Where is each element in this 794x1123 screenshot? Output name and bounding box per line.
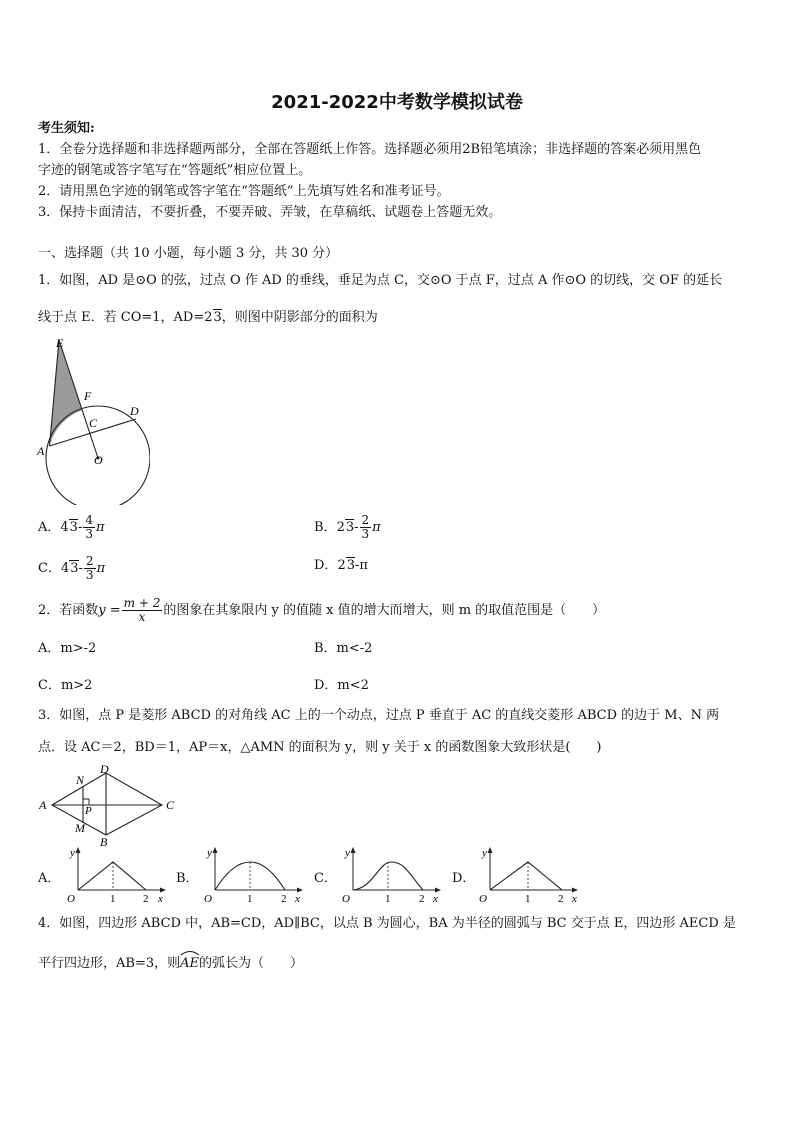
q3-label-P: P (85, 805, 92, 817)
q3-option-d-label[interactable]: D． (452, 871, 476, 886)
q2-prefix: 2．若函数 (38, 603, 99, 618)
q3-graph-b-tick-2: 2 (281, 893, 287, 904)
q1-option-a-label: A． (38, 520, 61, 535)
q1-line2-c: ，则图中阴影部分的面积为 (221, 310, 378, 325)
q1-option-a-frac (83, 514, 95, 541)
q3-graph-d-curve (490, 862, 562, 890)
q3-graph-a-x-label: x (158, 893, 163, 904)
q3-graph-c-y-label: y (345, 847, 350, 859)
q3-graph-a[interactable] (62, 844, 174, 904)
q3-graph-d-tick-1: 1 (525, 893, 531, 904)
q3-graph-a-curve (78, 862, 146, 890)
q3-graph-c-y-arrow (351, 847, 356, 853)
q3-rhombus (52, 773, 162, 835)
q3-label-N: N (76, 773, 85, 787)
q1-option-a-pi: π (96, 520, 105, 535)
notice-item-2: 2．请用黑色字迹的钢笔或答字笔在“答题纸”上先填写姓名和准考证号。 (38, 184, 450, 199)
q3-graph-c-tick-1: 1 (385, 893, 391, 904)
q4-line2-b: 的弧长为（ ） (199, 956, 304, 971)
q1-line1: 1．如图，AD 是⊙O 的弦，过点 O 作 AD 的垂线，垂足为点 C，交⊙O 于点 F，过点 A 作⊙O 的切线，交 OF 的延长 (38, 273, 723, 288)
q1-option-a-num: 4 (85, 513, 93, 527)
q1-label-C: C (89, 416, 98, 430)
q1-option-c-frac (84, 555, 96, 582)
q3-option-c-label[interactable]: C． (314, 871, 337, 886)
q3-graph-b-y-arrow (213, 847, 218, 853)
notice-heading: 考生须知: (38, 121, 95, 136)
q1-option-a-coef: 4 (60, 520, 69, 535)
q3-graph-a-tick-1: 1 (110, 893, 116, 904)
q3-label-A: A (39, 798, 47, 812)
q1-label-A: A (37, 444, 45, 458)
q1-option-c-label: C． (38, 561, 61, 576)
q3-graph-a-y-arrow (76, 847, 81, 853)
q1-line2 (38, 309, 378, 327)
q3-graph-c-tick-2: 2 (419, 893, 425, 904)
q2-suffix: 的图象在其象限内 y 的值随 x 值的增大而增大，则 m 的取值范围是（ ） (163, 603, 606, 618)
q2-option-b[interactable]: B．m<-2 (314, 641, 373, 656)
notice-item-1: 1．全卷分选择题和非选择题两部分，全部在答题纸上作答。选择题必须用2B铅笔填涂；非选择题的答案必须用黑色 (38, 142, 702, 157)
q1-circle-figure (34, 333, 150, 505)
section-heading: 一、选择题（共 10 小题，每小题 3 分，共 30 分） (38, 246, 339, 261)
notice-item-1-cont: 字迹的钢笔或答字笔写在“答题纸”相应位置上。 (38, 163, 312, 178)
q3-graph-d-y-label: y (482, 847, 487, 859)
q3-graph-d-x-label: x (572, 893, 577, 904)
q2-option-a[interactable]: A．m>-2 (38, 641, 97, 656)
q3-graph-b[interactable] (199, 844, 311, 904)
q2-option-c[interactable]: C．m>2 (38, 678, 93, 693)
q1-option-c-rad: 3 (70, 561, 79, 576)
q1-option-c-den: 3 (85, 568, 94, 582)
q4-line2 (38, 952, 303, 973)
q1-option-d-coef: 2 (337, 558, 346, 573)
q1-line2-a: 线于点 E．若 CO=1，AD=2 (38, 310, 213, 325)
q3-option-a-label[interactable]: A． (38, 871, 61, 886)
q4-arc-ae (180, 952, 199, 973)
q3-option-b-label[interactable]: B． (176, 871, 199, 886)
q3-graph-d[interactable] (474, 844, 586, 904)
page-title: 2021-2022中考数学模拟试卷 (271, 92, 523, 113)
q3-label-M: M (75, 821, 85, 835)
q1-option-b-minus: - (354, 520, 359, 535)
q1-label-F: F (84, 389, 92, 403)
q3-rhombus-figure (36, 762, 184, 848)
q3-graph-a-tick-2: 2 (143, 893, 149, 904)
notice-item-3: 3．保持卡面清洁，不要折叠，不要弄破、弄皱，在草稿纸、试题卷上答题无效。 (38, 205, 502, 220)
q1-option-a-minus: - (77, 520, 83, 535)
q1-option-b[interactable] (314, 514, 381, 541)
q2-den: x (138, 610, 146, 624)
q3-graph-b-x-arrow (297, 888, 303, 893)
q1-label-D: D (130, 404, 139, 418)
q1-option-c-num: 2 (85, 554, 94, 568)
q3-graph-c-x-arrow (435, 888, 441, 893)
q1-label-O: O (94, 453, 103, 467)
q1-option-c-minus: - (78, 561, 83, 576)
q3-graph-b-tick-1: 1 (247, 893, 253, 904)
q1-label-E: E (56, 336, 64, 350)
q4-line1: 4．如图，四边形 ABCD 中，AB=CD，AD∥BC，以点 B 为圆心，BA 为半径的圆弧与 BC 交于点 E，四边形 AECD 是 (38, 916, 736, 931)
q1-option-b-frac (360, 514, 372, 541)
q3-graph-a-origin: O (67, 893, 75, 904)
q3-graph-d-tick-2: 2 (558, 893, 564, 904)
q1-option-c-pi: π (96, 561, 106, 576)
q3-line2: 点．设 AC＝2，BD＝1，AP＝x，△AMN 的面积为 y，则 y 关于 x 的函数图象大致形状是( ) (38, 740, 602, 755)
q1-option-b-pi: π (372, 520, 381, 535)
q3-graph-d-x-arrow (572, 888, 578, 893)
q3-graph-d-y-arrow (488, 847, 493, 853)
q2-num: m + 2 (123, 596, 161, 610)
q3-label-D: D (100, 762, 109, 776)
q1-option-b-coef: 2 (336, 520, 345, 535)
q1-sqrt-3: 3 (213, 310, 222, 325)
q3-label-B: B (100, 835, 108, 848)
q3-graph-a-x-arrow (160, 888, 166, 893)
q2-option-d[interactable]: D．m<2 (314, 678, 369, 693)
q4-arc-symbol (180, 950, 200, 956)
q1-option-b-label: B． (314, 520, 337, 535)
q1-option-b-den: 3 (361, 527, 370, 541)
q1-option-b-rad: 3 (345, 520, 355, 535)
q3-graph-d-origin: O (479, 893, 487, 904)
q3-label-C: C (166, 798, 175, 812)
q1-option-c-coef: 4 (60, 561, 70, 576)
q2-stem (38, 597, 605, 624)
q3-graph-b-x-label: x (295, 893, 300, 904)
q1-option-d-tail: -π (355, 558, 368, 573)
q1-option-d-label: D． (314, 558, 338, 573)
q2-frac (122, 597, 163, 624)
q1-option-a-rad: 3 (69, 520, 78, 535)
q3-graph-c[interactable] (337, 844, 449, 904)
q3-graph-a-y-label: y (70, 847, 75, 859)
q3-line1: 3．如图，点 P 是菱形 ABCD 的对角线 AC 上的一个动点，过点 P 垂直于 AC 的直线交菱形 ABCD 的边于 M、N 两 (38, 708, 720, 723)
q1-option-d[interactable] (314, 557, 368, 575)
q1-option-d-rad: 3 (346, 558, 355, 573)
q3-graph-c-origin: O (342, 893, 350, 904)
q3-graph-b-origin: O (204, 893, 212, 904)
q1-option-b-num: 2 (361, 513, 370, 527)
q1-option-c[interactable] (38, 555, 105, 582)
q4-arc-text: AE (180, 956, 199, 971)
q1-option-a[interactable] (38, 514, 105, 541)
q1-option-a-den: 3 (85, 527, 93, 541)
q4-line2-a: 平行四边形，AB=3，则 (38, 956, 181, 971)
q3-graph-b-y-label: y (207, 847, 212, 859)
q3-graph-c-x-label: x (433, 893, 438, 904)
q2-y-eq: y = (98, 603, 121, 618)
